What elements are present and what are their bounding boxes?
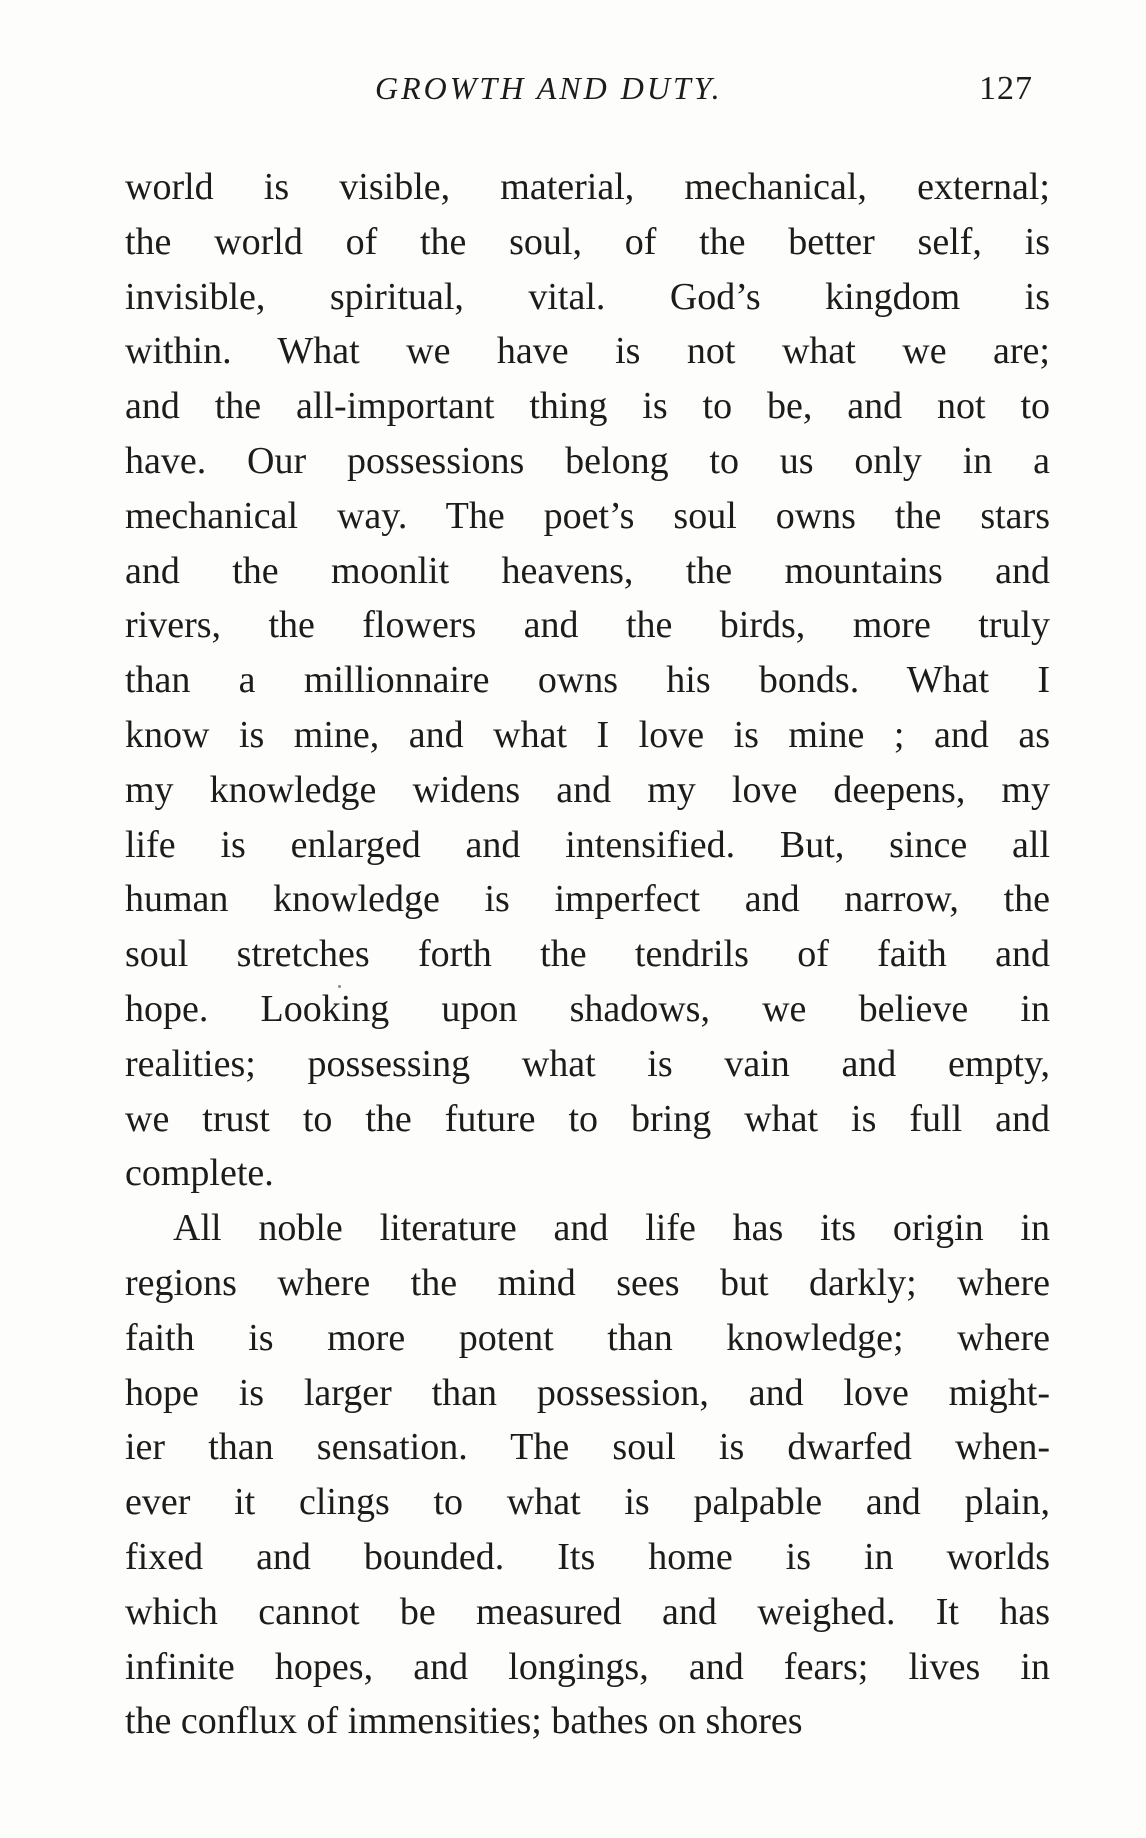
text-line: fixed and bounded. Its home is in worlds <box>125 1535 1050 1578</box>
text-line: human knowledge is imperfect and narrow, the <box>125 878 1050 921</box>
text-line: the world of the soul, of the better self, is <box>125 220 1050 263</box>
text-line: infinite hopes, and longings, and fears; lives in <box>125 1645 1050 1688</box>
paper-speck <box>338 985 341 988</box>
text-line: within. What we have is not what we are; <box>125 330 1050 373</box>
body-text <box>125 160 1050 1749</box>
text-line: life is enlarged and intensified. But, since all <box>125 823 1050 866</box>
running-head <box>125 70 1045 120</box>
text-line: we trust to the future to bring what is full and <box>125 1097 1050 1140</box>
text-line: than a millionnaire owns his bonds. What I <box>125 659 1050 702</box>
running-title: GROWTH AND DUTY. <box>375 70 723 106</box>
paragraph <box>125 1201 1050 1749</box>
text-line: and the all-important thing is to be, and not to <box>125 385 1050 428</box>
text-line: ever it clings to what is palpable and plain, <box>125 1481 1050 1524</box>
text-line: faith is more potent than knowledge; where <box>125 1316 1050 1359</box>
text-line: invisible, spiritual, vital. God’s kingdom is <box>125 275 1050 318</box>
text-line: rivers, the flowers and the birds, more truly <box>125 604 1050 647</box>
text-line: know is mine, and what I love is mine ; and as <box>125 713 1050 756</box>
text-line: hope. Looking upon shadows, we believe in <box>125 987 1050 1030</box>
text-line: regions where the mind sees but darkly; where <box>125 1261 1050 1304</box>
text-line: which cannot be measured and weighed. It has <box>125 1590 1050 1633</box>
text-line: have. Our possessions belong to us only in a <box>125 439 1050 482</box>
text-line: ier than sensation. The soul is dwarfed when- <box>125 1426 1050 1469</box>
text-line: hope is larger than possession, and love might- <box>125 1371 1050 1414</box>
text-line: realities; possessing what is vain and empty, <box>125 1042 1050 1085</box>
text-line: complete. <box>125 1152 274 1195</box>
page-number: 127 <box>979 70 1033 107</box>
text-line: soul stretches forth the tendrils of faith and <box>125 933 1050 976</box>
text-line: mechanical way. The poet’s soul owns the stars <box>125 494 1050 537</box>
text-line: world is visible, material, mechanical, external; <box>125 166 1050 208</box>
text-line: and the moonlit heavens, the mountains and <box>125 549 1050 592</box>
text-line: the conflux of immensities; bathes on shores <box>125 1700 803 1743</box>
text-line: my knowledge widens and my love deepens, my <box>125 768 1050 811</box>
text-line: All noble literature and life has its origin in <box>173 1207 1050 1250</box>
paragraph <box>125 160 1050 1201</box>
